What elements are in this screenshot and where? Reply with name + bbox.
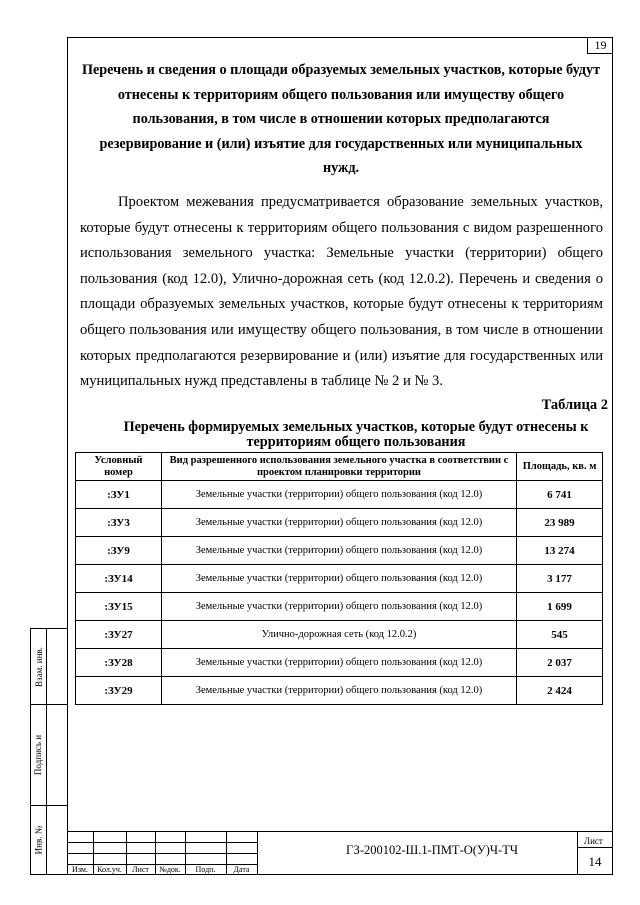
tb-row-line bbox=[67, 853, 257, 854]
plot-use: Земельные участки (территории) общего пользования (код 12.0) bbox=[161, 537, 516, 565]
plot-area: 2 424 bbox=[517, 677, 603, 705]
plot-number: :ЗУ3 bbox=[76, 509, 162, 537]
tb-row-line bbox=[67, 842, 257, 843]
tb-caption: Изм. bbox=[72, 865, 88, 874]
body-paragraph bbox=[80, 190, 603, 395]
table-row bbox=[76, 537, 603, 565]
plot-use: Земельные участки (территории) общего пользования (код 12.0) bbox=[161, 509, 516, 537]
header-area: Площадь, кв. м bbox=[517, 453, 603, 481]
table-row bbox=[76, 677, 603, 705]
plot-use: Земельные участки (территории) общего пользования (код 12.0) bbox=[161, 481, 516, 509]
left-margin-stamp bbox=[30, 628, 67, 875]
plot-area: 6 741 bbox=[517, 481, 603, 509]
table-row bbox=[76, 649, 603, 677]
table-title: Перечень формируемых земельных участков, которые будут отнесены к территориям общего пользования bbox=[123, 419, 589, 450]
stamp-label-replace: Взам. инв. bbox=[33, 646, 44, 687]
document-code: ГЗ-200102-Ш.1-ПМТ-О(У)Ч-ТЧ bbox=[346, 843, 518, 857]
plot-area: 2 037 bbox=[517, 649, 603, 677]
plot-number: :ЗУ14 bbox=[76, 565, 162, 593]
plots-table bbox=[75, 452, 603, 705]
tb-divider bbox=[257, 832, 258, 875]
table-header-row bbox=[76, 453, 603, 481]
plot-number: :ЗУ15 bbox=[76, 593, 162, 621]
tb-caption: Подп. bbox=[195, 865, 216, 874]
tb-caption: Лист bbox=[132, 865, 149, 874]
header-number: Условный номер bbox=[76, 453, 162, 481]
body-paragraph-text: Проектом межевания предусматривается образование земельных участков, которые будут отнесены к территориям общего пользования с видом разрешенного использования земельного участка: Земельные участки (территории) общего пользования (код 12.0), Улично-дорожная сеть (код 12.0.2). Перечень и сведения о площади образуемых земельных участков, которые будут отнесены к территориям общего пользования или имуществу общего пользования, в том числе в отношении которых предполагаются резервирование и (или) изъятие для государственных или муниципальных нужд представлены в таблице № 2 и № 3. bbox=[80, 194, 603, 390]
plot-area: 545 bbox=[517, 621, 603, 649]
table-label: Таблица 2 bbox=[541, 397, 608, 413]
tb-row-line bbox=[577, 847, 613, 848]
sheet-label: Лист bbox=[584, 836, 603, 846]
table-row bbox=[76, 565, 603, 593]
plot-use: Земельные участки (территории) общего пользования (код 12.0) bbox=[161, 565, 516, 593]
stamp-label-inventory: Инв. № bbox=[33, 825, 44, 855]
table-row bbox=[76, 621, 603, 649]
plot-use: Земельные участки (территории) общего пользования (код 12.0) bbox=[161, 649, 516, 677]
sheet-number: 19 bbox=[587, 37, 613, 54]
plot-use: Улично-дорожная сеть (код 12.0.2) bbox=[161, 621, 516, 649]
title-block bbox=[67, 831, 613, 875]
header-use: Вид разрешенного использования земельного участка в соответствии с проектом планировки территории bbox=[161, 453, 516, 481]
plot-number: :ЗУ29 bbox=[76, 677, 162, 705]
table-row bbox=[76, 481, 603, 509]
plot-area: 3 177 bbox=[517, 565, 603, 593]
stamp-label-signature: Подпись и bbox=[33, 734, 44, 776]
tb-caption: Дата bbox=[233, 865, 250, 874]
table-row bbox=[76, 593, 603, 621]
plot-use: Земельные участки (территории) общего пользования (код 12.0) bbox=[161, 677, 516, 705]
plot-area: 23 989 bbox=[517, 509, 603, 537]
plot-number: :ЗУ9 bbox=[76, 537, 162, 565]
plot-number: :ЗУ27 bbox=[76, 621, 162, 649]
plot-number: :ЗУ28 bbox=[76, 649, 162, 677]
stamp-divider bbox=[46, 629, 47, 874]
tb-caption: Кол.уч. bbox=[97, 865, 122, 874]
sheet-value: 14 bbox=[588, 854, 602, 869]
table-row bbox=[76, 509, 603, 537]
plot-area: 1 699 bbox=[517, 593, 603, 621]
plot-use: Земельные участки (территории) общего пользования (код 12.0) bbox=[161, 593, 516, 621]
plot-number: :ЗУ1 bbox=[76, 481, 162, 509]
plot-area: 13 274 bbox=[517, 537, 603, 565]
section-heading: Перечень и сведения о площади образуемых земельных участков, которые будут отнесены к территориям общего пользования или имуществу общего пользования, в том числе в отношении которых предполагаются резервирование и (или) изъятие для государственных или муниципальных нужд. bbox=[81, 62, 601, 176]
tb-caption: №док. bbox=[159, 865, 181, 874]
